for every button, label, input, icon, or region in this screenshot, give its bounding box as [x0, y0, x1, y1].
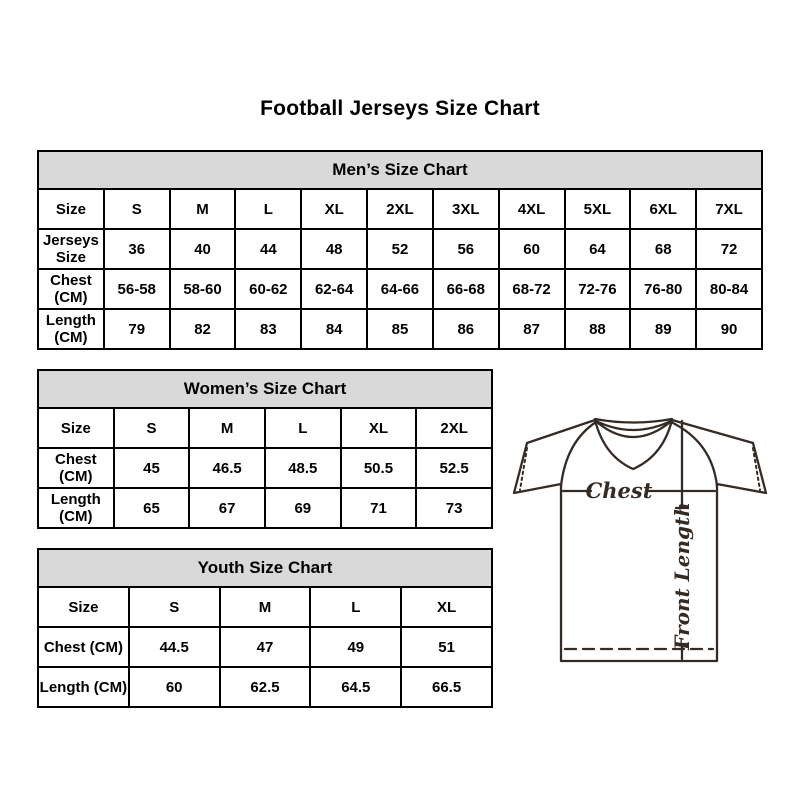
jersey-collar	[595, 419, 672, 423]
value-cell: 2XL	[367, 189, 433, 229]
front-length-label: Front Length	[670, 502, 694, 650]
value-cell: M	[170, 189, 236, 229]
value-cell: 6XL	[630, 189, 696, 229]
youth-table-section-title: Youth Size Chart	[38, 549, 492, 587]
value-cell: 60-62	[235, 269, 301, 309]
value-cell: 49	[310, 627, 401, 667]
value-cell: 67	[189, 488, 265, 528]
value-cell: 86	[433, 309, 499, 349]
table-row	[38, 667, 492, 707]
value-cell: 4XL	[499, 189, 565, 229]
value-cell: 76-80	[630, 269, 696, 309]
table-row	[38, 309, 762, 349]
value-cell: 47	[220, 627, 311, 667]
table-row	[38, 587, 492, 627]
youth-size-table	[37, 548, 493, 708]
row-label-cell: Chest (CM)	[38, 448, 114, 488]
value-cell: 50.5	[341, 448, 417, 488]
value-cell: 48.5	[265, 448, 341, 488]
value-cell: 51	[401, 627, 492, 667]
value-cell: 72-76	[565, 269, 631, 309]
row-label-cell: Chest (CM)	[38, 627, 129, 667]
value-cell: 68-72	[499, 269, 565, 309]
value-cell: 69	[265, 488, 341, 528]
value-cell: 2XL	[416, 408, 492, 448]
mens-size-table	[37, 150, 763, 350]
value-cell: 48	[301, 229, 367, 269]
value-cell: L	[235, 189, 301, 229]
mens-table-body	[38, 189, 762, 349]
value-cell: 44.5	[129, 627, 220, 667]
value-cell: 52	[367, 229, 433, 269]
value-cell: 62-64	[301, 269, 367, 309]
value-cell: XL	[301, 189, 367, 229]
value-cell: 64	[565, 229, 631, 269]
row-label-cell: Jerseys Size	[38, 229, 104, 269]
row-label-cell: Length (CM)	[38, 667, 129, 707]
value-cell: 36	[104, 229, 170, 269]
row-label-cell: Length (CM)	[38, 488, 114, 528]
value-cell: L	[310, 587, 401, 627]
table-row	[38, 229, 762, 269]
row-label-cell: Chest (CM)	[38, 269, 104, 309]
value-cell: 88	[565, 309, 631, 349]
chest-label: Chest	[585, 478, 653, 503]
value-cell: 66.5	[401, 667, 492, 707]
value-cell: 85	[367, 309, 433, 349]
jersey-vneck	[595, 420, 672, 469]
value-cell: XL	[341, 408, 417, 448]
value-cell: 66-68	[433, 269, 499, 309]
value-cell: 58-60	[170, 269, 236, 309]
value-cell: 44	[235, 229, 301, 269]
table-row	[38, 269, 762, 309]
value-cell: L	[265, 408, 341, 448]
value-cell: 84	[301, 309, 367, 349]
mens-table-section-title: Men’s Size Chart	[38, 151, 762, 189]
value-cell: 68	[630, 229, 696, 269]
value-cell: 52.5	[416, 448, 492, 488]
table-row	[38, 448, 492, 488]
table-row	[38, 488, 492, 528]
value-cell: 83	[235, 309, 301, 349]
value-cell: 56	[433, 229, 499, 269]
value-cell: 60	[129, 667, 220, 707]
womens-size-table	[37, 369, 493, 529]
youth-table-body	[38, 587, 492, 707]
value-cell: 71	[341, 488, 417, 528]
row-label-cell: Size	[38, 189, 104, 229]
table-row	[38, 627, 492, 667]
table-row	[38, 408, 492, 448]
page-title: Football Jerseys Size Chart	[260, 97, 540, 120]
value-cell: 3XL	[433, 189, 499, 229]
table-header-row	[38, 549, 492, 587]
value-cell: 65	[114, 488, 190, 528]
value-cell: 89	[630, 309, 696, 349]
value-cell: 62.5	[220, 667, 311, 707]
value-cell: 73	[416, 488, 492, 528]
value-cell: 64.5	[310, 667, 401, 707]
value-cell: 45	[114, 448, 190, 488]
value-cell: 72	[696, 229, 762, 269]
value-cell: 82	[170, 309, 236, 349]
value-cell: S	[114, 408, 190, 448]
table-header-row	[38, 370, 492, 408]
table-header-row	[38, 151, 762, 189]
value-cell: S	[104, 189, 170, 229]
value-cell: M	[189, 408, 265, 448]
row-label-cell: Size	[38, 408, 114, 448]
value-cell: 64-66	[367, 269, 433, 309]
value-cell: 40	[170, 229, 236, 269]
value-cell: 5XL	[565, 189, 631, 229]
value-cell: 90	[696, 309, 762, 349]
row-label-cell: Length (CM)	[38, 309, 104, 349]
value-cell: M	[220, 587, 311, 627]
jersey-measurement-diagram	[500, 398, 780, 688]
value-cell: 79	[104, 309, 170, 349]
value-cell: 60	[499, 229, 565, 269]
value-cell: 80-84	[696, 269, 762, 309]
value-cell: 56-58	[104, 269, 170, 309]
value-cell: XL	[401, 587, 492, 627]
table-row	[38, 189, 762, 229]
womens-table-body	[38, 408, 492, 528]
womens-table-section-title: Women’s Size Chart	[38, 370, 492, 408]
value-cell: 46.5	[189, 448, 265, 488]
value-cell: S	[129, 587, 220, 627]
row-label-cell: Size	[38, 587, 129, 627]
value-cell: 87	[499, 309, 565, 349]
jersey-left-seam	[561, 422, 596, 486]
value-cell: 7XL	[696, 189, 762, 229]
